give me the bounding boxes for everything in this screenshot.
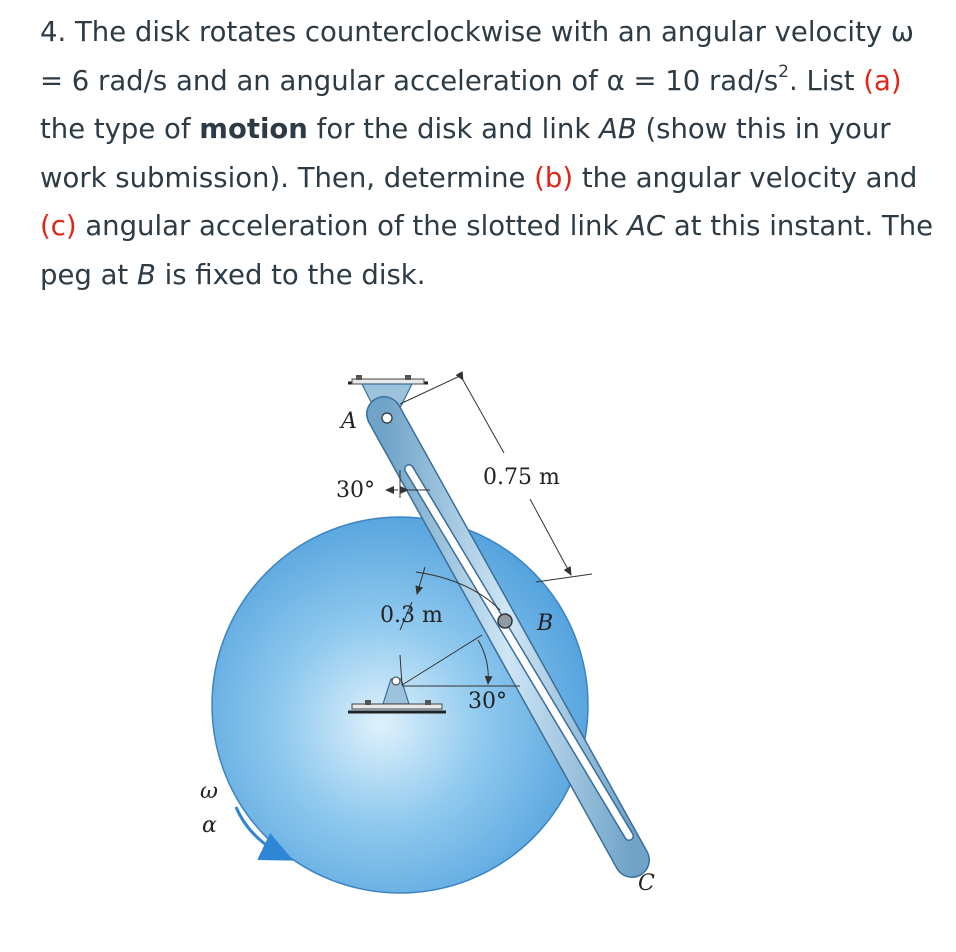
problem-statement <box>40 8 940 299</box>
part-b-label: (b) <box>534 161 574 194</box>
problem-line-3: the type of motion for the disk and link AB (show this in your <box>40 113 891 145</box>
alpha-symbol: α <box>202 813 217 838</box>
problem-line-4: work submission). Then, determine (b) the angular velocity and <box>40 161 918 194</box>
angle-label-disk: 30° <box>468 689 507 714</box>
problem-line-6: peg at B is fixed to the disk. <box>40 258 426 291</box>
mechanism-figure <box>0 350 956 950</box>
dimension-link-length: 0.75 m <box>483 465 560 490</box>
label-C: C <box>638 871 655 896</box>
problem-line-2: = 6 rad/s and an angular acceleration of α = 10 rad/$s^2$. List (a) <box>40 61 902 97</box>
exponent: 2 <box>778 61 789 82</box>
angle-label-top: 30° <box>336 478 375 503</box>
problem-line-5: (c) angular acceleration of the slotted link AC at this instant. The <box>40 210 934 242</box>
peg-B <box>498 614 512 628</box>
part-c-label: (c) <box>40 210 77 242</box>
label-B: B <box>537 611 554 636</box>
part-a-label: (a) <box>863 64 902 97</box>
dimension-radius: 0.3 m <box>380 603 443 628</box>
problem-line-1: 4. The disk rotates counterclockwise with an angular velocity ω <box>40 16 914 48</box>
omega-symbol: ω <box>200 779 218 804</box>
motion-keyword: motion <box>199 113 308 145</box>
label-A: A <box>341 409 357 434</box>
